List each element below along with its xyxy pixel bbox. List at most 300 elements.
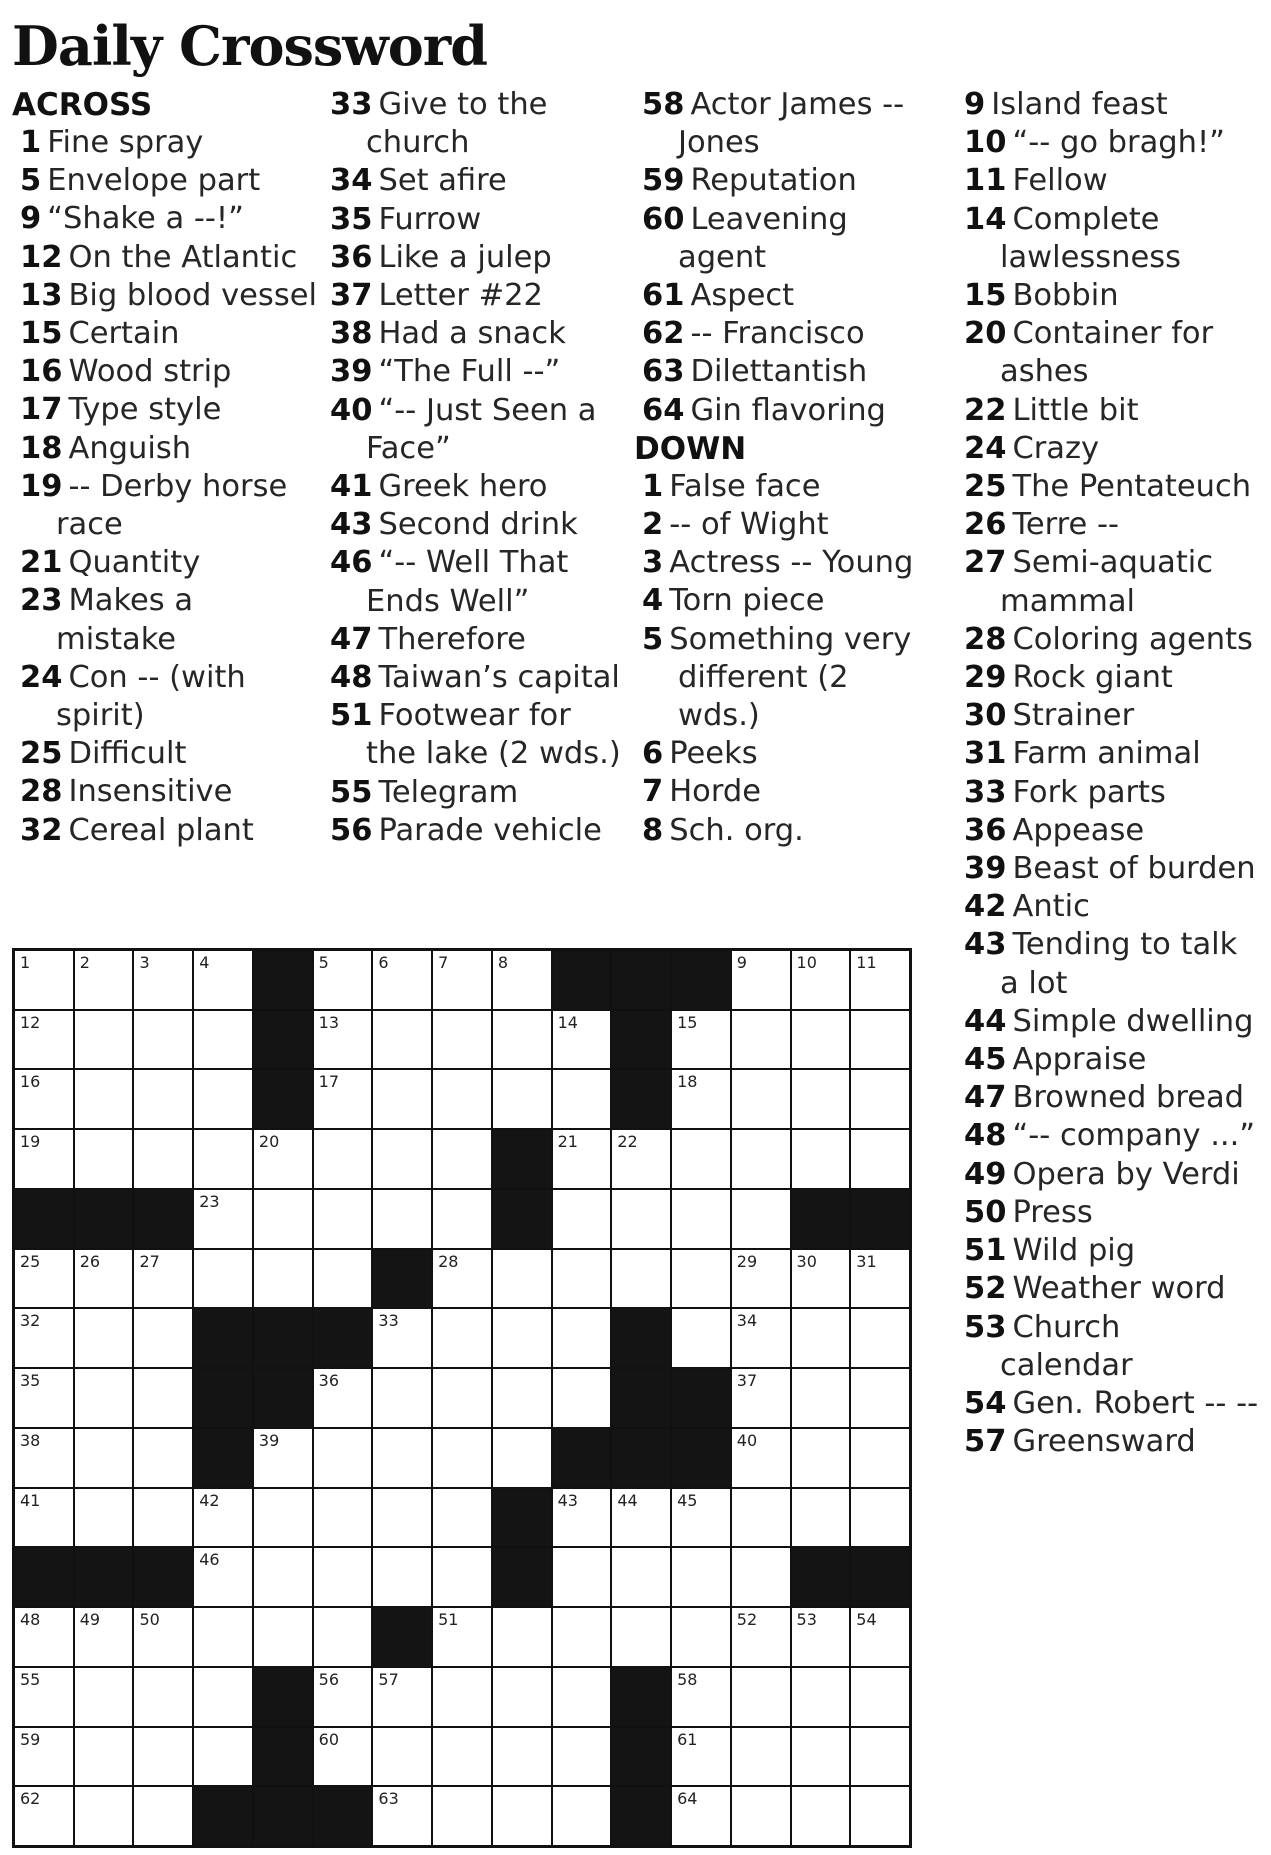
clue-text: Browned bread <box>1012 1080 1245 1116</box>
clue-number: 2 <box>642 507 664 543</box>
grid-cell[interactable] <box>75 1070 133 1128</box>
clue-text: “-- Well That Ends Well” <box>366 545 569 619</box>
grid-block <box>314 1309 372 1367</box>
grid-cell[interactable] <box>134 1369 192 1427</box>
grid-cell[interactable] <box>134 1787 192 1845</box>
grid-cell[interactable] <box>194 1190 252 1248</box>
grid-cell[interactable] <box>493 1250 551 1308</box>
clue-number: 5 <box>642 621 664 657</box>
grid-cell[interactable] <box>672 1190 730 1248</box>
clue-number: 43 <box>964 927 1007 963</box>
grid-cell[interactable] <box>672 1011 730 1069</box>
grid-cell[interactable] <box>134 951 192 1009</box>
grid-cell[interactable] <box>75 1728 133 1786</box>
grid-block <box>612 1070 670 1128</box>
clue-text: The Pentateuch <box>1012 469 1252 505</box>
down-clue <box>956 926 1261 1002</box>
grid-cell[interactable] <box>732 1250 790 1308</box>
clue-text: Furrow <box>378 201 482 237</box>
grid-cell[interactable] <box>15 1668 73 1726</box>
clue-text: False face <box>669 468 821 504</box>
across-clue <box>322 277 627 315</box>
clue-number: 46 <box>330 545 373 581</box>
grid-cell[interactable] <box>792 1309 850 1367</box>
cell-number: 48 <box>20 1610 41 1630</box>
grid-cell[interactable] <box>672 1130 730 1188</box>
across-clue <box>12 544 317 582</box>
grid-cell[interactable] <box>75 1489 133 1547</box>
grid-cell[interactable] <box>314 1668 372 1726</box>
grid-block <box>373 1250 431 1308</box>
grid-cell[interactable] <box>194 1668 252 1726</box>
grid-cell[interactable] <box>134 1728 192 1786</box>
grid-cell[interactable] <box>732 1668 790 1726</box>
grid-cell[interactable] <box>553 1369 611 1427</box>
grid-cell[interactable] <box>792 1130 850 1188</box>
grid-cell[interactable] <box>75 951 133 1009</box>
grid-cell[interactable] <box>612 1608 670 1666</box>
grid-cell[interactable] <box>493 1011 551 1069</box>
grid-cell[interactable] <box>732 1429 790 1487</box>
clue-text: Certain <box>68 316 180 352</box>
grid-cell[interactable] <box>493 1787 551 1845</box>
clue-text: Wood strip <box>68 354 232 390</box>
grid-cell[interactable] <box>553 1728 611 1786</box>
clue-number: 51 <box>330 698 373 734</box>
grid-cell[interactable] <box>672 1250 730 1308</box>
clue-number: 21 <box>20 545 63 581</box>
grid-cell[interactable] <box>254 1250 312 1308</box>
across-clue <box>12 582 317 658</box>
grid-cell[interactable] <box>792 951 850 1009</box>
grid-cell[interactable] <box>851 1728 909 1786</box>
cell-number: 6 <box>378 953 389 972</box>
grid-cell[interactable] <box>851 1369 909 1427</box>
grid-cell[interactable] <box>15 1608 73 1666</box>
grid-cell[interactable] <box>194 1489 252 1547</box>
down-clue <box>956 86 1261 124</box>
clue-text: Dilettantish <box>690 354 868 390</box>
clue-text: Press <box>1012 1194 1093 1230</box>
cell-number: 8 <box>497 953 509 972</box>
grid-cell[interactable] <box>75 1668 133 1726</box>
grid-cell[interactable] <box>433 1608 491 1666</box>
grid-cell[interactable] <box>851 1250 909 1308</box>
clue-text: Actress -- Young <box>669 545 914 581</box>
grid-cell[interactable] <box>433 1668 491 1726</box>
grid-cell[interactable] <box>75 1608 133 1666</box>
down-clue <box>634 621 939 736</box>
across-clue <box>634 277 939 315</box>
grid-block <box>373 1608 431 1666</box>
grid-block <box>553 1429 611 1487</box>
grid-cell[interactable] <box>373 951 431 1009</box>
grid-cell[interactable] <box>553 1011 611 1069</box>
grid-cell[interactable] <box>553 1250 611 1308</box>
grid-cell[interactable] <box>433 1429 491 1487</box>
grid-block <box>792 1548 850 1606</box>
grid-cell[interactable] <box>373 1548 431 1606</box>
grid-cell[interactable] <box>134 1309 192 1367</box>
across-clue <box>322 774 627 812</box>
grid-block <box>612 951 670 1009</box>
grid-cell[interactable] <box>433 1250 491 1308</box>
cell-number: 61 <box>677 1729 698 1749</box>
grid-cell[interactable] <box>15 1787 73 1845</box>
grid-cell[interactable] <box>314 1369 372 1427</box>
grid-cell[interactable] <box>553 1190 611 1248</box>
grid-cell[interactable] <box>433 1070 491 1128</box>
clue-text: Wild pig <box>1012 1233 1136 1269</box>
grid-cell[interactable] <box>314 1548 372 1606</box>
grid-cell[interactable] <box>254 1130 312 1188</box>
cell-number: 18 <box>677 1072 698 1092</box>
grid-cell[interactable] <box>134 1489 192 1547</box>
grid-cell[interactable] <box>792 1608 850 1666</box>
grid-cell[interactable] <box>314 1011 372 1069</box>
grid-cell[interactable] <box>314 1489 372 1547</box>
grid-cell[interactable] <box>672 1070 730 1128</box>
grid-cell[interactable] <box>433 1787 491 1845</box>
grid-cell[interactable] <box>134 1070 192 1128</box>
grid-cell[interactable] <box>194 951 252 1009</box>
grid-cell[interactable] <box>672 1608 730 1666</box>
grid-block <box>194 1309 252 1367</box>
grid-cell[interactable] <box>732 1070 790 1128</box>
grid-cell[interactable] <box>314 1070 372 1128</box>
grid-cell[interactable] <box>314 1190 372 1248</box>
grid-block <box>493 1489 551 1547</box>
grid-cell[interactable] <box>851 1130 909 1188</box>
across-clue <box>322 544 627 620</box>
clue-number: 48 <box>330 660 373 696</box>
cell-number: 36 <box>318 1371 340 1391</box>
grid-cell[interactable] <box>134 1011 192 1069</box>
grid-block <box>75 1548 133 1606</box>
grid-cell[interactable] <box>194 1548 252 1606</box>
grid-cell[interactable] <box>493 1070 551 1128</box>
clue-text: -- Francisco <box>690 316 865 352</box>
grid-cell[interactable] <box>373 1369 431 1427</box>
clue-number: 10 <box>964 125 1007 161</box>
grid-cell[interactable] <box>792 1489 850 1547</box>
clue-text: Farm animal <box>1012 736 1201 772</box>
clue-text: Con -- (with spirit) <box>56 659 246 734</box>
grid-cell[interactable] <box>732 1608 790 1666</box>
clue-text: Bobbin <box>1012 278 1119 314</box>
grid-cell[interactable] <box>75 1309 133 1367</box>
cell-number: 12 <box>20 1012 41 1032</box>
clue-text: Tending to talk a lot <box>1000 927 1238 1001</box>
clue-text: Complete lawlessness <box>1000 201 1182 275</box>
down-clue <box>956 1309 1261 1385</box>
down-clue <box>956 277 1261 315</box>
grid-cell[interactable] <box>553 1608 611 1666</box>
grid-block <box>75 1190 133 1248</box>
grid-cell[interactable] <box>134 1608 192 1666</box>
clue-text: Taiwan’s capital <box>378 660 620 696</box>
grid-cell[interactable] <box>433 1548 491 1606</box>
grid-cell[interactable] <box>732 1787 790 1845</box>
grid-cell[interactable] <box>493 951 551 1009</box>
grid-cell[interactable] <box>254 1608 312 1666</box>
grid-cell[interactable] <box>792 1250 850 1308</box>
grid-cell[interactable] <box>732 1309 790 1367</box>
clue-text: Parade vehicle <box>378 812 602 848</box>
grid-cell[interactable] <box>254 1429 312 1487</box>
grid-cell[interactable] <box>851 1668 909 1726</box>
clue-number: 51 <box>964 1233 1007 1269</box>
grid-block <box>672 951 730 1009</box>
grid-cell[interactable] <box>15 951 73 1009</box>
down-clue <box>956 812 1261 850</box>
grid-cell[interactable] <box>15 1429 73 1487</box>
grid-cell[interactable] <box>373 1728 431 1786</box>
clue-number: 59 <box>642 163 685 199</box>
grid-cell[interactable] <box>493 1309 551 1367</box>
grid-cell[interactable] <box>314 951 372 1009</box>
clue-text: Difficult <box>68 736 187 772</box>
grid-cell[interactable] <box>314 1250 372 1308</box>
down-clue <box>956 1423 1261 1461</box>
down-clue <box>634 812 939 850</box>
clue-number: 13 <box>20 277 63 313</box>
cell-number: 27 <box>139 1251 160 1271</box>
grid-cell[interactable] <box>732 1130 790 1188</box>
grid-cell[interactable] <box>433 1489 491 1547</box>
grid-cell[interactable] <box>373 1787 431 1845</box>
grid-cell[interactable] <box>314 1728 372 1786</box>
grid-cell[interactable] <box>433 951 491 1009</box>
grid-cell[interactable] <box>194 1070 252 1128</box>
grid-cell[interactable] <box>612 1489 670 1547</box>
clue-number: 32 <box>20 812 63 848</box>
grid-cell[interactable] <box>553 1309 611 1367</box>
clue-number: 58 <box>642 87 685 122</box>
grid-cell[interactable] <box>792 1070 850 1128</box>
grid-cell[interactable] <box>433 1309 491 1367</box>
grid-cell[interactable] <box>373 1309 431 1367</box>
grid-cell[interactable] <box>612 1250 670 1308</box>
grid-cell[interactable] <box>15 1728 73 1786</box>
grid-cell[interactable] <box>134 1668 192 1726</box>
cell-number: 62 <box>20 1789 41 1809</box>
grid-cell[interactable] <box>254 1190 312 1248</box>
grid-cell[interactable] <box>433 1190 491 1248</box>
grid-cell[interactable] <box>194 1728 252 1786</box>
grid-cell[interactable] <box>792 1728 850 1786</box>
grid-cell[interactable] <box>672 1668 730 1726</box>
cell-number: 39 <box>258 1430 280 1450</box>
down-clue <box>956 774 1261 812</box>
across-clue <box>12 391 317 429</box>
across-clue <box>322 506 627 544</box>
grid-cell[interactable] <box>493 1668 551 1726</box>
cell-number: 58 <box>677 1669 698 1689</box>
cell-number: 25 <box>20 1251 41 1271</box>
clue-text: Quantity <box>68 545 201 581</box>
grid-cell[interactable] <box>672 1787 730 1845</box>
grid-cell[interactable] <box>493 1369 551 1427</box>
clue-number: 47 <box>330 621 373 657</box>
grid-cell[interactable] <box>732 1190 790 1248</box>
grid-cell[interactable] <box>792 1369 850 1427</box>
grid-cell[interactable] <box>672 1728 730 1786</box>
grid-cell[interactable] <box>732 1489 790 1547</box>
grid-cell[interactable] <box>851 1608 909 1666</box>
grid-cell[interactable] <box>373 1489 431 1547</box>
grid-cell[interactable] <box>373 1130 431 1188</box>
grid-cell[interactable] <box>194 1608 252 1666</box>
down-clue <box>956 697 1261 735</box>
grid-cell[interactable] <box>553 1668 611 1726</box>
grid-cell[interactable] <box>433 1369 491 1427</box>
clue-text: Opera by Verdi <box>1012 1156 1240 1192</box>
grid-cell[interactable] <box>15 1489 73 1547</box>
clue-number: 3 <box>642 545 664 581</box>
grid-cell[interactable] <box>373 1429 431 1487</box>
grid-cell[interactable] <box>792 1011 850 1069</box>
cell-number: 55 <box>20 1669 41 1689</box>
grid-cell[interactable] <box>792 1787 850 1845</box>
grid-cell[interactable] <box>493 1429 551 1487</box>
grid-cell[interactable] <box>493 1608 551 1666</box>
grid-cell[interactable] <box>194 1130 252 1188</box>
grid-cell[interactable] <box>75 1250 133 1308</box>
cell-number: 49 <box>79 1610 101 1630</box>
grid-cell[interactable] <box>612 1130 670 1188</box>
clue-number: 63 <box>642 354 685 390</box>
grid-cell[interactable] <box>433 1011 491 1069</box>
grid-cell[interactable] <box>75 1787 133 1845</box>
grid-cell[interactable] <box>732 1548 790 1606</box>
clue-text: Type style <box>68 392 222 428</box>
clue-number: 47 <box>964 1080 1007 1116</box>
down-clue <box>956 468 1261 506</box>
grid-cell[interactable] <box>15 1130 73 1188</box>
grid-cell[interactable] <box>851 1489 909 1547</box>
grid-cell[interactable] <box>254 1548 312 1606</box>
grid-cell[interactable] <box>75 1011 133 1069</box>
grid-cell[interactable] <box>433 1130 491 1188</box>
grid-cell[interactable] <box>612 1190 670 1248</box>
down-clue <box>956 1156 1261 1194</box>
clue-text: Greek hero <box>378 469 548 505</box>
grid-cell[interactable] <box>314 1429 372 1487</box>
grid-cell[interactable] <box>672 1489 730 1547</box>
grid-cell[interactable] <box>75 1369 133 1427</box>
grid-cell[interactable] <box>851 1011 909 1069</box>
grid-cell[interactable] <box>15 1070 73 1128</box>
cell-number: 51 <box>438 1610 459 1630</box>
grid-cell[interactable] <box>15 1250 73 1308</box>
grid-cell[interactable] <box>553 1130 611 1188</box>
across-clue <box>12 353 317 391</box>
across-clue <box>12 162 317 200</box>
across-clue <box>12 812 317 850</box>
grid-cell[interactable] <box>553 1070 611 1128</box>
clue-number: 48 <box>964 1118 1007 1154</box>
grid-block <box>493 1190 551 1248</box>
grid-cell[interactable] <box>732 1011 790 1069</box>
grid-cell[interactable] <box>732 1728 790 1786</box>
clue-text: Insensitive <box>68 774 233 810</box>
grid-cell[interactable] <box>373 1070 431 1128</box>
grid-cell[interactable] <box>314 1130 372 1188</box>
grid-cell[interactable] <box>433 1728 491 1786</box>
grid-block <box>851 1548 909 1606</box>
clue-column-4 <box>956 86 1261 1461</box>
down-clue <box>956 1079 1261 1117</box>
down-clue <box>956 506 1261 544</box>
clue-text: On the Atlantic <box>68 239 298 275</box>
grid-cell[interactable] <box>314 1608 372 1666</box>
grid-cell[interactable] <box>553 1489 611 1547</box>
clue-number: 12 <box>20 239 63 275</box>
grid-cell[interactable] <box>851 951 909 1009</box>
grid-cell[interactable] <box>851 1429 909 1487</box>
grid-cell[interactable] <box>851 1309 909 1367</box>
grid-cell[interactable] <box>15 1369 73 1427</box>
grid-cell[interactable] <box>732 1369 790 1427</box>
across-clue <box>322 392 627 468</box>
grid-cell[interactable] <box>612 1548 670 1606</box>
grid-cell[interactable] <box>134 1130 192 1188</box>
clue-number: 4 <box>642 583 664 619</box>
grid-cell[interactable] <box>15 1011 73 1069</box>
cell-number: 63 <box>378 1789 399 1809</box>
cell-number: 52 <box>736 1610 758 1630</box>
grid-cell[interactable] <box>672 1548 730 1606</box>
grid-cell[interactable] <box>732 951 790 1009</box>
grid-cell[interactable] <box>851 1070 909 1128</box>
across-clue <box>634 392 939 430</box>
down-clue <box>634 773 939 811</box>
clue-number: 25 <box>964 469 1007 505</box>
grid-cell[interactable] <box>792 1668 850 1726</box>
grid-cell[interactable] <box>75 1429 133 1487</box>
grid-cell[interactable] <box>672 1309 730 1367</box>
grid-cell[interactable] <box>851 1787 909 1845</box>
grid-cell[interactable] <box>373 1668 431 1726</box>
grid-cell[interactable] <box>254 1489 312 1547</box>
grid-cell[interactable] <box>553 1787 611 1845</box>
clue-text: Weather word <box>1012 1271 1226 1307</box>
grid-cell[interactable] <box>134 1429 192 1487</box>
grid-cell[interactable] <box>134 1250 192 1308</box>
grid-cell[interactable] <box>194 1011 252 1069</box>
grid-cell[interactable] <box>373 1011 431 1069</box>
grid-cell[interactable] <box>373 1190 431 1248</box>
clue-number: 40 <box>330 392 373 428</box>
clue-number: 20 <box>964 316 1007 352</box>
grid-cell[interactable] <box>493 1728 551 1786</box>
clue-number: 35 <box>330 201 373 237</box>
clue-number: 39 <box>964 851 1007 887</box>
clue-number: 19 <box>20 468 63 504</box>
grid-block <box>792 1190 850 1248</box>
clue-number: 34 <box>330 163 373 199</box>
down-clue <box>634 544 939 582</box>
grid-cell[interactable] <box>15 1309 73 1367</box>
clue-number: 49 <box>964 1156 1007 1192</box>
cell-number: 32 <box>20 1311 41 1331</box>
grid-cell[interactable] <box>792 1429 850 1487</box>
grid-cell[interactable] <box>553 1548 611 1606</box>
cell-number: 64 <box>677 1789 698 1809</box>
grid-cell[interactable] <box>194 1250 252 1308</box>
grid-cell[interactable] <box>75 1130 133 1188</box>
